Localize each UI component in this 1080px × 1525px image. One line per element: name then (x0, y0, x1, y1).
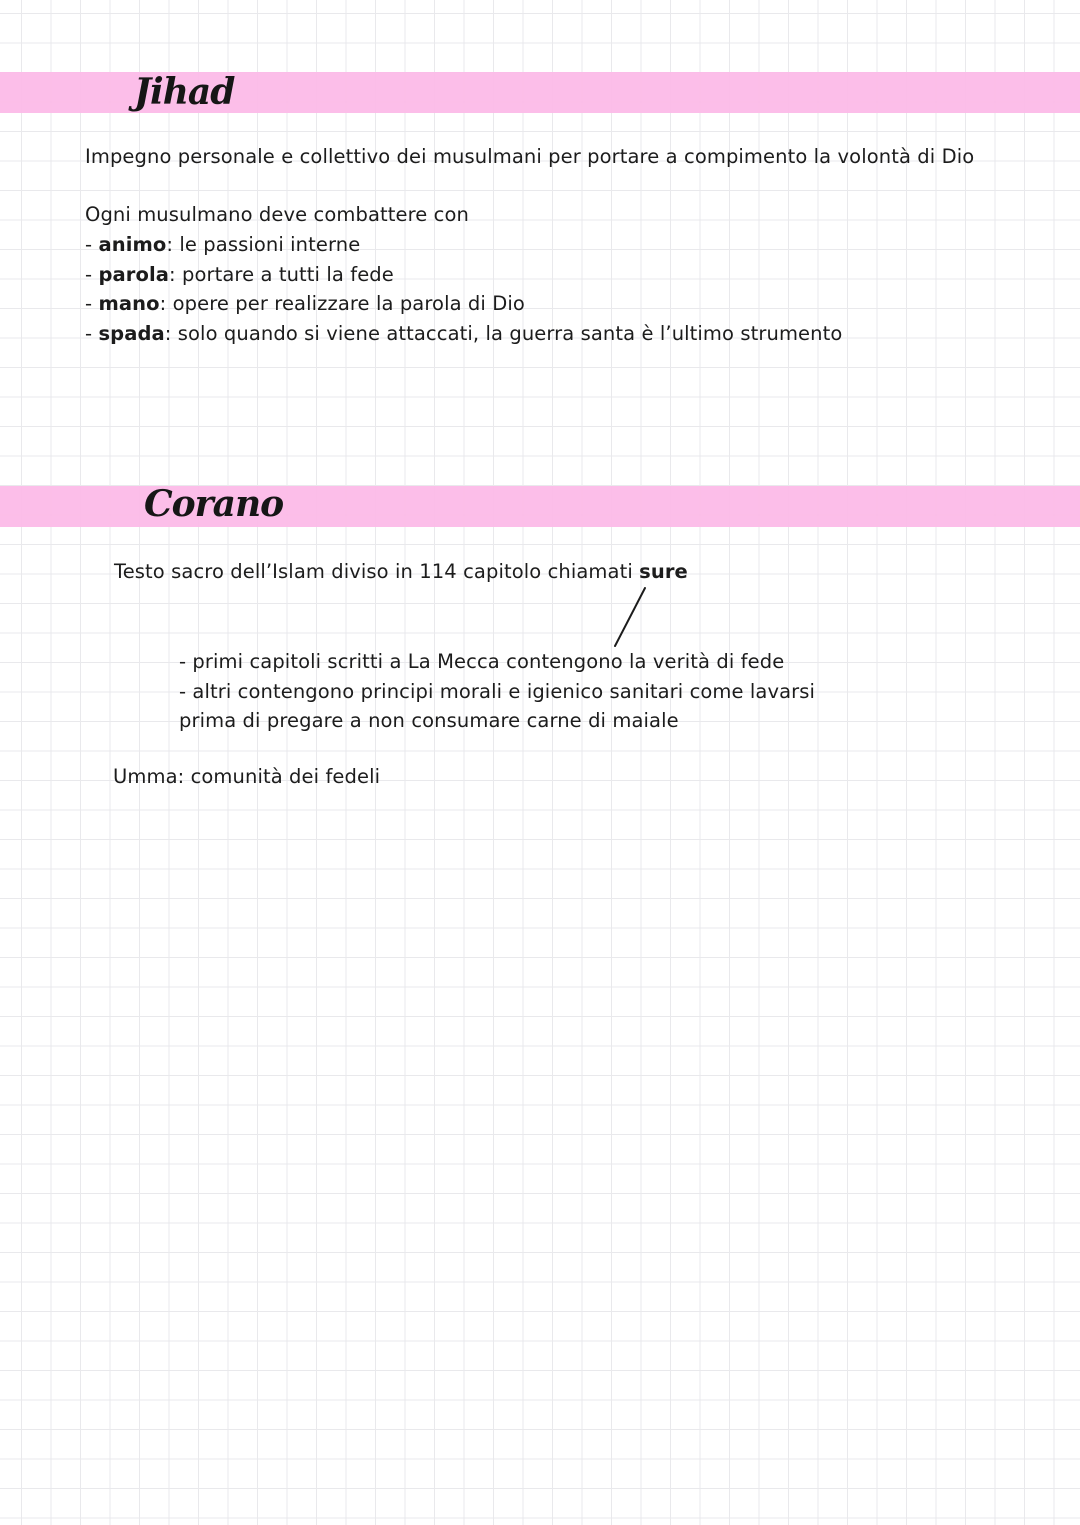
item-text: solo quando si viene attaccati, la guerra santa è l’ultimo strumento (171, 322, 843, 345)
jihad-intro: Ogni musulmano deve combattere con (85, 203, 469, 226)
item-text: portare a tutti la fede (175, 263, 394, 286)
list-dash: - (85, 233, 93, 256)
list-dash: - (85, 292, 93, 315)
term-sure: sure (639, 560, 688, 583)
term-animo: animo (98, 233, 167, 256)
connector-line-icon (613, 586, 673, 648)
list-dash: - (85, 322, 93, 345)
jihad-definition: Impegno personale e collettivo dei musulmani per portare a compimento la volontà di Dio (85, 145, 975, 168)
corano-definition (114, 562, 688, 582)
item-text: opere per realizzare la parola di Dio (166, 292, 525, 315)
corano-detail-2: - altri contengono principi morali e igienico sanitari come lavarsi (179, 680, 816, 703)
term-separator: : (169, 263, 176, 286)
term-separator: : (159, 292, 167, 315)
term-spada: spada (98, 322, 165, 345)
term-mano: mano (98, 292, 160, 315)
corano-detail-1: - primi capitoli scritti a La Mecca contengono la verità di fede (179, 650, 785, 673)
definition-text: Testo sacro dell’Islam diviso in 114 capitolo chiamati (114, 560, 640, 583)
term-separator: : (164, 322, 172, 345)
umma-definition: Umma: comunità dei fedeli (113, 765, 381, 788)
section-title-corano: Corano (144, 483, 284, 525)
corano-detail-3: prima di pregare a non consumare carne di maiale (179, 709, 679, 732)
term-parola: parola (98, 263, 170, 286)
jihad-item-spada (85, 324, 842, 344)
jihad-item-parola (85, 265, 394, 285)
section-title-jihad: Jihad (134, 71, 235, 113)
item-text: le passioni interne (173, 233, 361, 256)
term-separator: : (166, 233, 174, 256)
jihad-item-animo (85, 235, 360, 255)
jihad-item-mano (85, 294, 525, 314)
list-dash: - (85, 263, 93, 286)
